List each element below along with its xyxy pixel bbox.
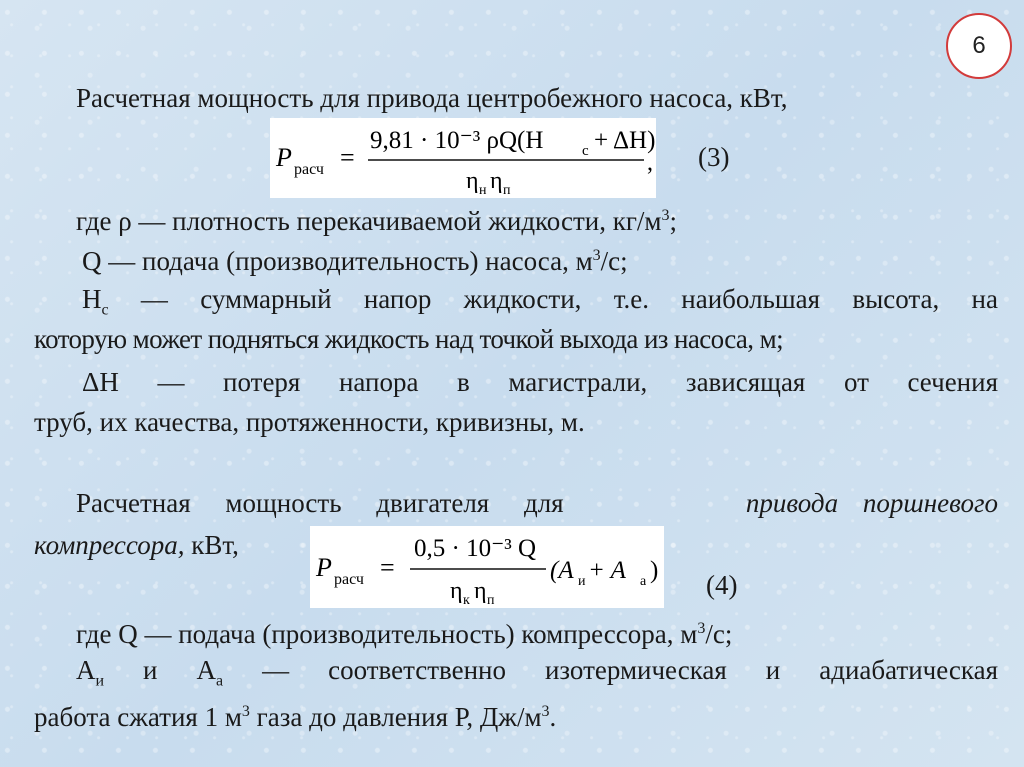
where-rho: где ρ — плотность перекачиваемой жидкости, $кг/м^3$;	[76, 206, 677, 236]
where-q: Q — подача (производительность) насоса, $м^3/с$;	[82, 246, 628, 276]
where-dh-line1: ΔH — потеря напора в магистрали, зависящая от сечения	[82, 367, 998, 397]
where-q-compressor: где Q — подача (производительность) компрессора, $м^3/с$;	[76, 619, 733, 649]
formula4-lhs: P	[316, 553, 332, 582]
where-a-line2: работа сжатия 1 $м^3$ газа до давления Р, $Дж/м^3$.	[34, 702, 557, 732]
formula4-a2-sub: а	[640, 574, 647, 589]
formula3-num-tail: + ΔH)	[594, 127, 656, 154]
formula4-plus: + A	[588, 557, 626, 584]
formula3-numerator: 9,81 · 10⁻³ ρQ(H	[370, 127, 544, 154]
where-a-line1: $A_и$ и $A_а$ — соответственно изотермическая и адиабатическая	[76, 655, 998, 690]
where-hc-line1: $H_с$ — суммарный напор жидкости, т.е. наибольшая высота, на	[82, 284, 998, 319]
section1-intro: Расчетная мощность для привода центробежного насоса, кВт,	[76, 83, 788, 113]
formula4-den-sub1: к	[463, 593, 470, 608]
formula-4	[310, 526, 664, 608]
formula3-lhs: P	[276, 143, 292, 172]
formula4-den-sub2: п	[487, 593, 495, 608]
where-dh-line2: труб, их качества, протяженности, кривизны, м.	[34, 407, 585, 437]
section2-intro: Расчетная мощность двигателя для привода поршневого	[76, 488, 998, 518]
formula3-eq: =	[340, 143, 355, 172]
eq-number-4: (4)	[706, 570, 738, 600]
formula4-close: )	[650, 557, 659, 584]
formula3-den-sub1: н	[479, 183, 487, 198]
formula3-comma: ,	[647, 150, 653, 176]
formula-3	[270, 118, 656, 198]
formula3-num-sub: с	[582, 143, 589, 159]
formula4-den-mid: η	[474, 578, 487, 604]
eq-number-3: (3)	[698, 142, 730, 172]
formula3-den: η	[466, 168, 479, 194]
formula4-numerator: 0,5 · 10⁻³ Q	[414, 535, 537, 562]
slide-number-badge: 6	[946, 13, 1012, 79]
formula4-den: η	[450, 578, 463, 604]
where-hc-line2: которую может подняться жидкость над точкой выхода из насоса, м;	[34, 324, 783, 354]
formula4-lhs-sub: расч	[334, 571, 364, 588]
formula3-lhs-sub: расч	[294, 161, 324, 178]
formula4-eq: =	[380, 553, 395, 582]
formula4-paren: (A	[550, 557, 574, 584]
formula3-den-mid: η	[490, 168, 503, 194]
formula3-den-sub2: п	[503, 183, 511, 198]
formula4-a1-sub: и	[578, 574, 586, 589]
section2-intro-line2: компрессора, кВт,	[34, 530, 239, 560]
